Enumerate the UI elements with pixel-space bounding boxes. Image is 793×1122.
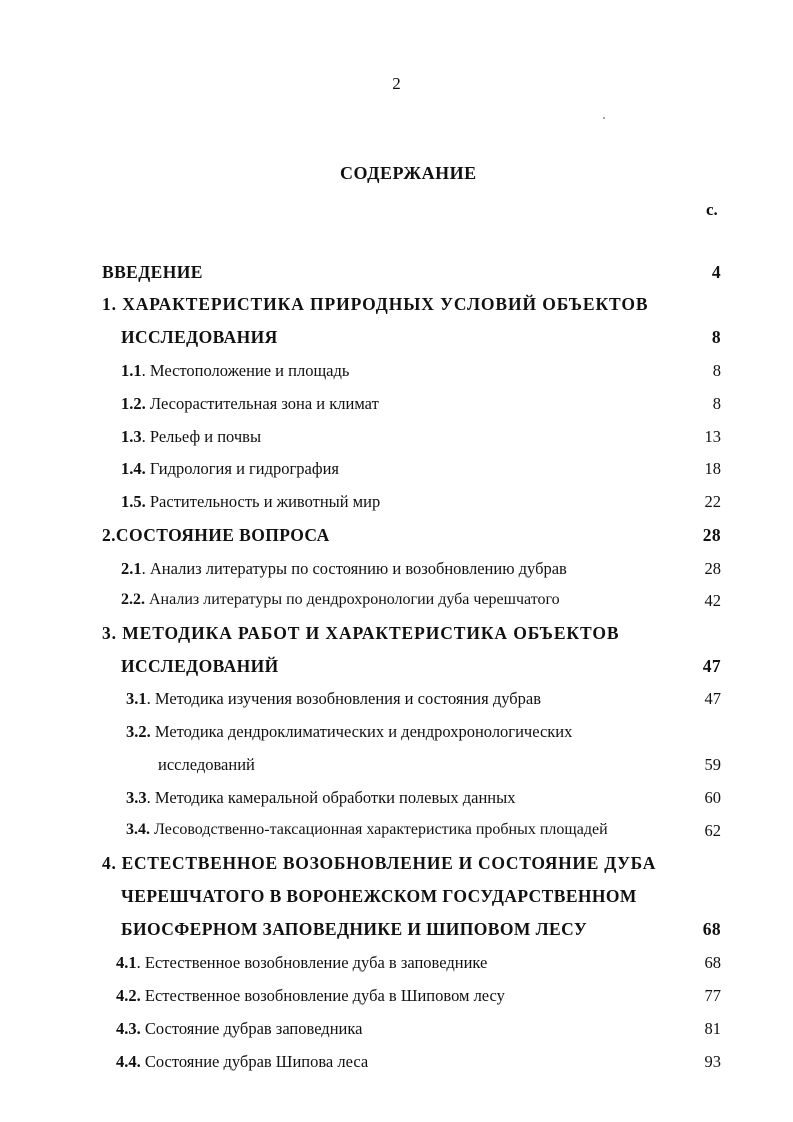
toc-entry-text: 4.4. Состояние дубрав Шипова леса (116, 1052, 369, 1071)
toc-entry-page: 28 (702, 525, 721, 545)
toc-entry-text: 3.3. Методика камеральной обработки полевых данных (126, 788, 516, 807)
toc-entry-text: 4.1. Естественное возобновление дуба в заповеднике (116, 953, 488, 972)
toc-entry-text: 3.4. Лесоводственно-таксационная характеристика пробных площадей (126, 821, 608, 838)
toc-entry-3-2-cont (0, 755, 793, 785)
toc-entry-text: ИССЛЕДОВАНИЯ (121, 327, 278, 347)
toc-title: СОДЕРЖАНИЕ (340, 163, 477, 183)
toc-entry-page: 8 (712, 394, 721, 413)
toc-entry-1-2 (0, 394, 793, 424)
toc-entry-chapter-3 (0, 623, 793, 653)
toc-entry-page: 68 (702, 919, 721, 939)
toc-entry-1-4 (0, 459, 793, 489)
toc-entry-text: 1.3. Рельеф и почвы (121, 427, 262, 446)
toc-entry-page: 93 (704, 1052, 721, 1071)
toc-entry-text: 1.4. Гидрология и гидрография (121, 459, 339, 478)
toc-entry-text: 3.1. Методика изучения возобновления и состояния дубрав (126, 689, 542, 708)
toc-entry-page: 47 (702, 656, 721, 676)
toc-entry-page: 60 (704, 788, 721, 807)
page-number: 2 (392, 74, 401, 93)
toc-entry-page: 77 (704, 986, 721, 1005)
toc-entry-text: 4.2. Естественное возобновление дуба в Шиповом лесу (116, 986, 505, 1005)
toc-entry-2-2 (0, 591, 793, 621)
toc-entry-4-3 (0, 1019, 793, 1049)
toc-entry-4-1 (0, 953, 793, 983)
toc-entry-page: 47 (704, 689, 721, 708)
toc-entry-4-4 (0, 1052, 793, 1082)
toc-entry-page: 81 (704, 1019, 721, 1038)
toc-entry-page: 4 (711, 262, 721, 282)
toc-entry-text: 1.2. Лесорастительная зона и климат (121, 394, 379, 413)
toc-entry-chapter-1-cont (0, 327, 793, 357)
toc-entry-page: 22 (704, 492, 721, 511)
toc-entry-text: ВВЕДЕНИЕ (102, 262, 203, 282)
toc-entry-chapter-2 (0, 525, 793, 555)
toc-entry-intro (0, 262, 793, 292)
toc-entry-1-3 (0, 427, 793, 457)
toc-entry-text: 4. ЕСТЕСТВЕННОЕ ВОЗОБНОВЛЕНИЕ И СОСТОЯНИЕ ДУБА (102, 853, 657, 873)
toc-entry-3-3 (0, 788, 793, 818)
toc-entry-2-1 (0, 559, 793, 589)
toc-entry-chapter-3-cont (0, 656, 793, 686)
toc-entry-page: 18 (704, 459, 721, 478)
toc-entry-text: 2.1. Анализ литературы по состоянию и возобновлению дубрав (121, 559, 567, 578)
toc-entry-page: 13 (704, 427, 721, 446)
toc-entry-text: 3.2. Методика дендроклиматических и дендрохронологических (126, 722, 573, 741)
toc-entry-3-2 (0, 722, 793, 752)
toc-entry-chapter-4-cont (0, 886, 793, 916)
toc-entry-4-2 (0, 986, 793, 1016)
toc-entry-text: БИОСФЕРНОМ ЗАПОВЕДНИКЕ И ШИПОВОМ ЛЕСУ (121, 919, 588, 939)
toc-entry-text: 3. МЕТОДИКА РАБОТ И ХАРАКТЕРИСТИКА ОБЪЕКТОВ (102, 623, 620, 643)
toc-entry-chapter-1 (0, 294, 793, 324)
toc-entry-text: ИССЛЕДОВАНИЙ (121, 656, 279, 676)
toc-entry-page: 28 (704, 559, 721, 578)
toc-entry-text: 1.1. Местоположение и площадь (121, 361, 350, 380)
toc-entry-page: 59 (704, 755, 721, 774)
toc-entry-text: 1.5. Растительность и животный мир (121, 492, 381, 511)
toc-entry-chapter-4 (0, 853, 793, 883)
toc-entry-1-5 (0, 492, 793, 522)
toc-entry-text: 4.3. Состояние дубрав заповедника (116, 1019, 363, 1038)
toc-entry-text: 1. ХАРАКТЕРИСТИКА ПРИРОДНЫХ УСЛОВИЙ ОБЪЕКТОВ (102, 294, 649, 314)
toc-entry-page: 68 (704, 953, 721, 972)
toc-entry-3-1 (0, 689, 793, 719)
toc-entry-page: 62 (704, 821, 721, 840)
toc-entry-page: 8 (711, 327, 721, 347)
toc-entry-text: 2.2. Анализ литературы по дендрохронологии дуба черешчатого (121, 591, 560, 608)
toc-entry-page: 42 (704, 591, 721, 610)
page-column-header: с. (706, 200, 718, 219)
toc-entry-3-4 (0, 821, 793, 851)
toc-entry-text: исследований (158, 755, 255, 774)
scan-speck (603, 117, 605, 119)
toc-entry-1-1 (0, 361, 793, 391)
toc-entry-text: 2.СОСТОЯНИЕ ВОПРОСА (102, 525, 330, 545)
toc-entry-page: 8 (712, 361, 721, 380)
toc-entry-text: ЧЕРЕШЧАТОГО В ВОРОНЕЖСКОМ ГОСУДАРСТВЕННОМ (121, 886, 637, 906)
toc-entry-chapter-4-cont-2 (0, 919, 793, 949)
